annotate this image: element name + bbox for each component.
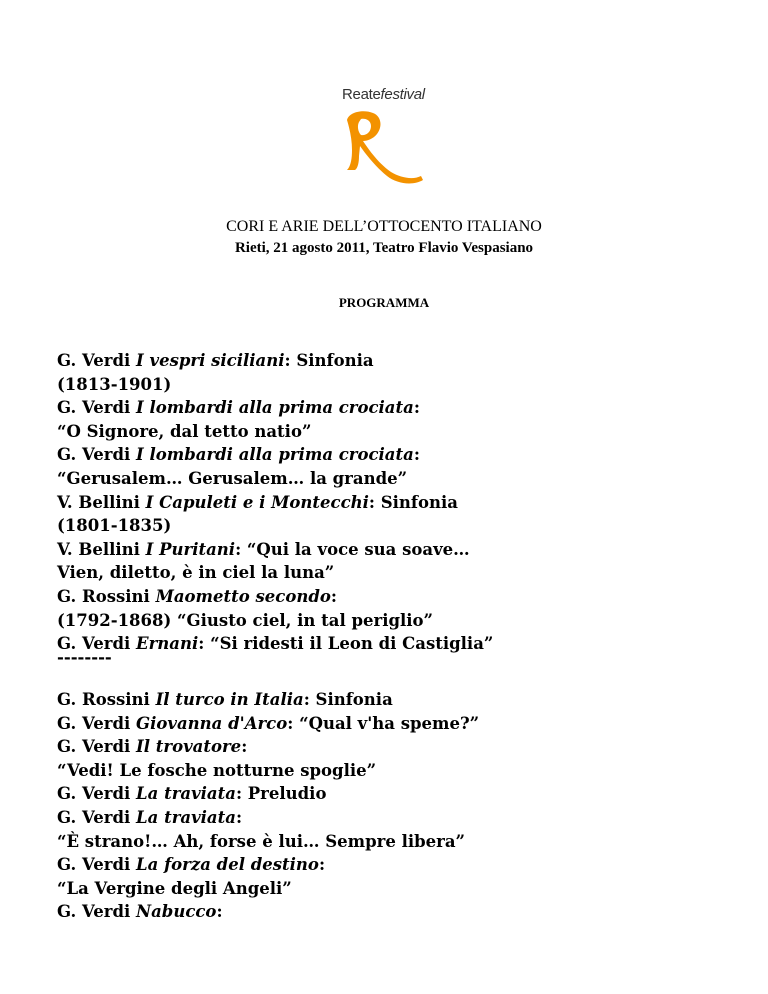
program-line-text: G. Verdi — [57, 855, 137, 875]
program-line — [57, 396, 747, 420]
program-line-detail: : Sinfonia — [284, 351, 374, 370]
program-line-detail: : — [413, 398, 420, 418]
program-line-text: “Gerusalem… Gerusalem… la grande” — [57, 468, 408, 488]
program-line-detail: : Preludio — [235, 784, 327, 804]
work-title: Nabucco — [136, 902, 217, 922]
program-line-text: V. Bellini — [57, 539, 146, 559]
stylized-r-icon — [343, 110, 425, 184]
program-line-text: “La Vergine degli Angeli” — [57, 878, 292, 898]
program-line-text: G. Rossini — [57, 586, 156, 606]
work-title: I Capuleti e i Montecchi — [145, 492, 369, 512]
program-line-detail: : “Qual v'ha speme?” — [287, 713, 480, 733]
program-line-text: G. Verdi — [57, 351, 137, 370]
program-line — [57, 420, 747, 444]
program-line — [57, 759, 747, 783]
program-line — [57, 467, 747, 491]
program-line — [57, 735, 747, 759]
program-line-detail: : — [216, 902, 223, 922]
program-line-detail: : — [318, 855, 326, 875]
program-line-detail: : — [330, 586, 337, 606]
program-line-detail: : — [413, 445, 420, 465]
work-title: La traviata — [136, 784, 236, 804]
program-part-1 — [57, 349, 747, 656]
work-title: I lombardi alla prima crociata — [136, 398, 414, 418]
work-title: I lombardi alla prima crociata — [136, 445, 414, 465]
program-line — [57, 782, 747, 806]
program-line-text: G. Rossini — [57, 690, 156, 709]
concert-date-venue: Rieti, 21 agosto 2011, Teatro Flavio Vespasiano — [234, 240, 534, 256]
work-title: Giovanna d'Arco — [136, 713, 288, 733]
program-line — [57, 712, 747, 736]
program-line — [57, 514, 747, 538]
program-line-detail: : “Si ridesti il Leon di Castiglia” — [198, 634, 494, 654]
program-line — [57, 349, 747, 373]
program-heading: PROGRAMMA — [338, 295, 430, 310]
program-line-detail: : — [241, 737, 248, 757]
program-line-detail: : “Qui la voce sua soave… — [235, 539, 470, 559]
program-line-detail: : Sinfonia — [368, 492, 458, 512]
work-title: I vespri siciliani — [136, 351, 285, 370]
program-line-text: “O Signore, dal tetto natio” — [57, 421, 312, 441]
logo-wordmark-festival: festival — [380, 86, 425, 103]
program-line-text: (1813-1901) — [57, 374, 172, 394]
program-line — [57, 830, 747, 854]
program-line-detail: : Sinfonia — [303, 690, 393, 709]
work-title: Il trovatore — [136, 737, 242, 757]
program-line — [57, 688, 747, 712]
program-line-text: “Vedi! Le fosche notturne spoglie” — [57, 760, 377, 780]
program-line — [57, 609, 747, 633]
program-line — [57, 632, 747, 656]
work-title: La forza del destino — [136, 855, 319, 875]
concert-title: CORI E ARIE DELL’OTTOCENTO ITALIANO — [226, 218, 542, 235]
program-line-text: G. Verdi — [57, 445, 137, 465]
program-line-text: (1792-1868) “Giusto ciel, in tal periglio” — [57, 610, 434, 630]
logo-wordmark-reate: Reate — [342, 86, 381, 103]
program-line-text: G. Verdi — [57, 737, 137, 757]
work-title: Il turco in Italia — [155, 690, 304, 709]
work-title: I Puritani — [145, 539, 236, 559]
reatefestival-logo — [342, 86, 432, 186]
program-line — [57, 443, 747, 467]
work-title: La traviata — [136, 807, 236, 827]
part-separator: -------- — [57, 648, 112, 667]
program-line — [57, 373, 747, 397]
program-line-text: G. Verdi — [57, 398, 137, 418]
program-line — [57, 806, 747, 830]
logo-wordmark — [342, 86, 432, 103]
program-line-text: G. Verdi — [57, 807, 137, 827]
program-line-text: G. Verdi — [57, 902, 137, 922]
program-part-2 — [57, 688, 747, 924]
program-line-detail: : — [235, 807, 243, 827]
program-line-text: “È strano!… Ah, forse è lui… Sempre libera” — [57, 831, 466, 851]
work-title: Maometto secondo — [155, 586, 331, 606]
work-title: Ernani — [136, 634, 199, 654]
program-line-text: G. Verdi — [57, 784, 137, 804]
program-line — [57, 561, 747, 585]
program-line — [57, 900, 747, 924]
program-line — [57, 853, 747, 877]
program-line — [57, 538, 747, 562]
program-line-text: (1801-1835) — [57, 516, 172, 536]
program-line — [57, 877, 747, 901]
program-line — [57, 585, 747, 609]
program-line-text: Vien, diletto, è in ciel la luna” — [57, 563, 335, 583]
program-line-text: G. Verdi — [57, 713, 137, 733]
program-line-text: V. Bellini — [57, 492, 146, 512]
program-line — [57, 491, 747, 515]
program-line-text: G. Verdi — [57, 634, 137, 654]
